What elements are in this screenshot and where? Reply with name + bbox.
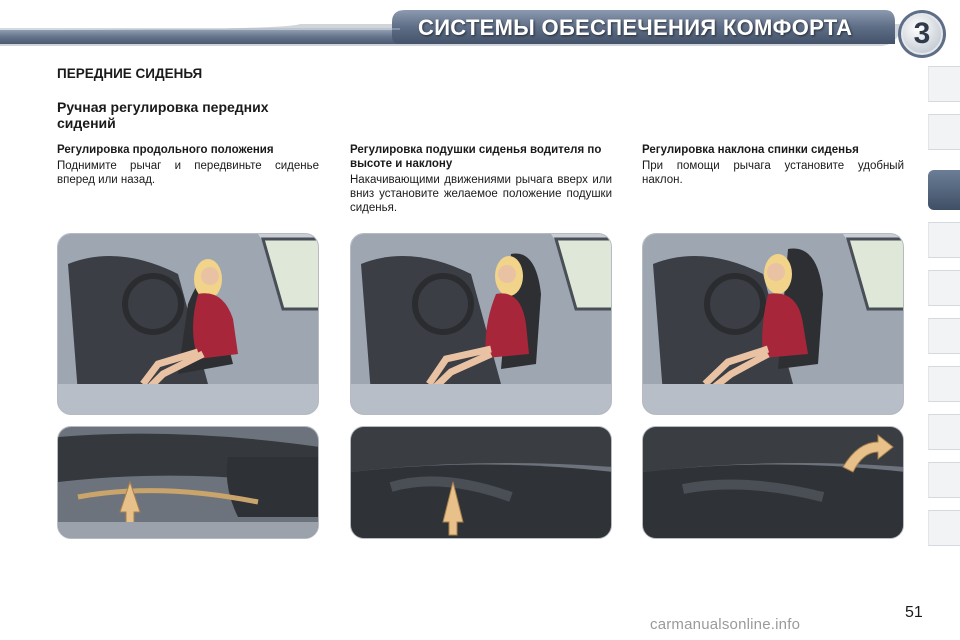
section-title: ПЕРЕДНИЕ СИДЕНЬЯ: [57, 66, 203, 81]
chapter-tab-5[interactable]: [928, 270, 960, 306]
chapter-tab-10[interactable]: [928, 510, 960, 546]
chapter-tab-8[interactable]: [928, 414, 960, 450]
driver-seat-backrest-illustration: [642, 233, 904, 415]
column-3-body: При помощи рычага установите удобный наклон.: [642, 160, 904, 186]
chapter-tab-1[interactable]: [928, 66, 960, 102]
chapter-tab-7[interactable]: [928, 366, 960, 402]
longitudinal-lever-closeup: [57, 426, 319, 539]
chapter-tab-2[interactable]: [928, 114, 960, 150]
page-number: 51: [905, 604, 923, 621]
driver-seat-height-illustration: [350, 233, 612, 415]
column-1-heading: Регулировка продольного положения: [57, 144, 274, 156]
chapter-tabs: [928, 66, 960, 576]
subsection-title: Ручная регулировка передних сидений: [57, 99, 269, 131]
column-2-body: Накачивающими движениями рычага вверх или вниз установите желаемое положение подушки сиденья.: [350, 174, 612, 214]
watermark: carmanualsonline.info: [650, 616, 801, 633]
column-1-body: Поднимите рычаг и передвиньте сиденье вперед или назад.: [57, 160, 319, 186]
chapter-tab-9[interactable]: [928, 462, 960, 498]
backrest-lever-closeup: [642, 426, 904, 539]
column-3-heading: Регулировка наклона спинки сиденья: [642, 144, 859, 156]
chapter-tab-3-active[interactable]: [928, 170, 960, 210]
chapter-header: [0, 0, 960, 66]
chapter-tab-6[interactable]: [928, 318, 960, 354]
driver-seat-longitudinal-illustration: [57, 233, 319, 415]
height-lever-closeup: [350, 426, 612, 539]
column-2-heading: Регулировка подушки сиденья водителя по высоте и наклону: [350, 144, 602, 170]
chapter-number-badge: 3: [913, 17, 931, 50]
chapter-tab-4[interactable]: [928, 222, 960, 258]
chapter-title: СИСТЕМЫ ОБЕСПЕЧЕНИЯ КОМФОРТА: [418, 15, 853, 40]
